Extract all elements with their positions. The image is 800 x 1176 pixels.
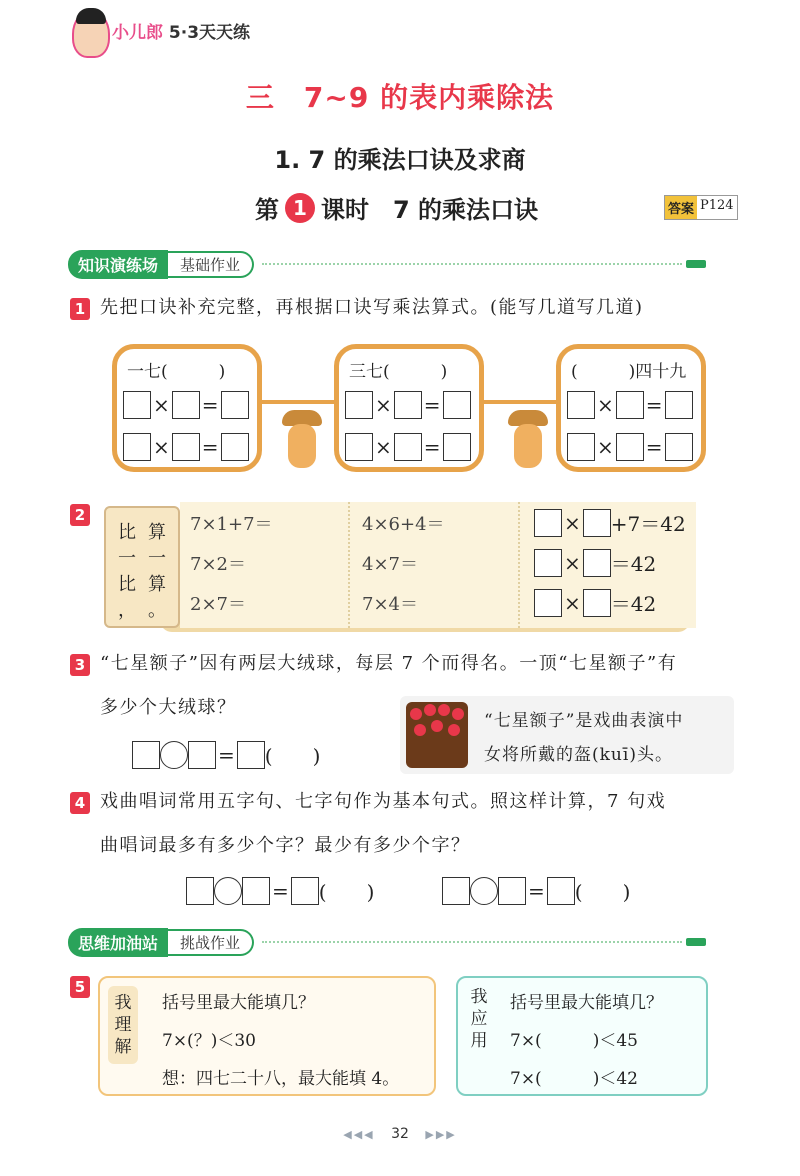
answer-box[interactable] <box>665 433 693 461</box>
scroll-char: 一 <box>148 548 166 569</box>
answer-box[interactable] <box>291 877 319 905</box>
equals-sign: = <box>423 435 441 459</box>
times-sign: × <box>564 550 581 575</box>
pencil-icon <box>686 938 706 946</box>
frame-rhyme: 三七( ) <box>349 362 448 382</box>
answer-box[interactable] <box>394 391 422 419</box>
times-sign: × <box>597 435 614 459</box>
question-number: 2 <box>70 504 90 526</box>
multiplication-frame <box>112 344 262 472</box>
expression: 4×7＝ <box>362 554 418 575</box>
tag-char: 我 <box>470 987 488 1007</box>
frame-rhyme: ( )四十九 <box>571 362 687 382</box>
scroll-char: 比 <box>118 574 136 595</box>
unit-blank[interactable]: ( ) <box>318 880 375 904</box>
practice-panel <box>456 976 708 1096</box>
expression: 7×1+7＝ <box>190 514 273 535</box>
unit-blank[interactable]: ( ) <box>574 880 631 904</box>
answer-box[interactable] <box>583 589 611 617</box>
expression: 7×4＝ <box>362 594 418 615</box>
comparison-column <box>350 502 520 628</box>
practice-line: 括号里最大能填几？ <box>510 993 663 1013</box>
scroll-char: ， <box>118 600 136 621</box>
answer-box[interactable] <box>237 741 265 769</box>
equation-row <box>123 391 249 419</box>
answer-box[interactable] <box>534 589 562 617</box>
equation-row <box>345 433 471 461</box>
answer-box[interactable] <box>534 549 562 577</box>
page-footer <box>0 1126 800 1142</box>
equals-sign: = <box>201 393 219 417</box>
equals-sign: = <box>645 393 663 417</box>
equals-sign: = <box>218 742 235 767</box>
question-number: 1 <box>70 298 90 320</box>
info-note <box>400 696 734 774</box>
comparison-panel <box>180 502 696 628</box>
right-arrows-icon: ▶▶▶ <box>425 1128 457 1141</box>
brand-name: 小儿郎 <box>112 23 163 43</box>
tag-char: 解 <box>114 1037 132 1057</box>
scroll-char: 比 <box>118 522 136 543</box>
equation-row <box>567 391 693 419</box>
practice-line[interactable]: 7×( )＜42 <box>510 1069 638 1089</box>
scroll-char: 算 <box>148 522 166 543</box>
cowboy-mascot-image <box>282 410 322 470</box>
section-bar-subtitle: 基础作业 <box>168 251 254 278</box>
answer-box[interactable] <box>123 391 151 419</box>
answer-box[interactable] <box>567 391 595 419</box>
equation-row <box>345 391 471 419</box>
question-text: 先把口诀补充完整，再根据口诀写乘法算式。(能写几道写几道) <box>100 297 644 318</box>
answer-box[interactable] <box>221 433 249 461</box>
answer-box[interactable] <box>442 877 470 905</box>
answer-box[interactable] <box>583 549 611 577</box>
question-text: 曲唱词最多有多少个字？最少有多少个字？ <box>100 835 471 856</box>
equation-row <box>132 740 320 769</box>
section-bar-basic <box>68 250 706 278</box>
operator-circle[interactable] <box>470 877 498 905</box>
scroll-char: 算 <box>148 574 166 595</box>
equation-row <box>534 548 656 577</box>
equals-sign: = <box>201 435 219 459</box>
answer-box[interactable] <box>567 433 595 461</box>
lesson-name: 课时 7 的乘法口诀 <box>321 196 539 224</box>
answer-reference <box>664 195 738 220</box>
section-bar-title: 知识演练场 <box>68 250 168 279</box>
section-bar-challenge <box>68 928 706 956</box>
info-text: 女将所戴的盔(kuī)头。 <box>484 745 673 765</box>
answer-box[interactable] <box>616 391 644 419</box>
answer-box[interactable] <box>443 391 471 419</box>
answer-box[interactable] <box>132 741 160 769</box>
frame-rhyme: 一七( ) <box>127 362 226 382</box>
answer-box[interactable] <box>583 509 611 537</box>
pencil-icon <box>686 260 706 268</box>
lesson-title <box>255 190 538 225</box>
answer-box[interactable] <box>547 877 575 905</box>
expression: 2×7＝ <box>190 594 246 615</box>
answer-box[interactable] <box>186 877 214 905</box>
tag-char: 用 <box>470 1031 488 1051</box>
operator-circle[interactable] <box>214 877 242 905</box>
equation-row <box>442 876 630 905</box>
answer-box[interactable] <box>172 391 200 419</box>
answer-box[interactable] <box>242 877 270 905</box>
brand-title <box>112 18 250 43</box>
equals-sign: = <box>423 393 441 417</box>
mascot-logo <box>72 10 110 58</box>
scroll-label <box>104 506 180 628</box>
equation-row <box>567 433 693 461</box>
times-sign: × <box>375 435 392 459</box>
answer-box[interactable] <box>221 391 249 419</box>
question-number: 5 <box>70 976 90 998</box>
answer-box[interactable] <box>443 433 471 461</box>
cowboy-mascot-image <box>508 410 548 470</box>
question-number: 3 <box>70 654 90 676</box>
equation-row <box>534 508 686 537</box>
times-sign: × <box>597 393 614 417</box>
question-number: 4 <box>70 792 90 814</box>
divider <box>262 941 682 943</box>
answer-page: P124 <box>700 198 734 213</box>
expression: 4×6+4＝ <box>362 514 445 535</box>
equation-row <box>123 433 249 461</box>
brand-series: 5·3天天练 <box>168 23 251 43</box>
answer-box[interactable] <box>172 433 200 461</box>
equals-sign: = <box>645 435 663 459</box>
multiplication-frame <box>334 344 484 472</box>
answer-box[interactable] <box>345 433 373 461</box>
scroll-char: 。 <box>148 600 166 621</box>
lesson-number-badge: 1 <box>285 193 315 223</box>
times-sign: × <box>375 393 392 417</box>
answer-box[interactable] <box>665 391 693 419</box>
answer-box[interactable] <box>188 741 216 769</box>
expression-tail: ＝42 <box>610 592 657 616</box>
example-panel <box>98 976 436 1096</box>
answer-box[interactable] <box>534 509 562 537</box>
tag-char: 应 <box>470 1009 488 1029</box>
lesson-prefix: 第 <box>255 196 279 224</box>
question-text: 戏曲唱词常用五字句、七字句作为基本句式。照这样计算，7 句戏 <box>100 791 667 812</box>
practice-tag <box>464 980 494 1058</box>
times-sign: × <box>564 510 581 535</box>
example-line: 括号里最大能填几？ <box>162 993 315 1013</box>
answer-box[interactable] <box>345 391 373 419</box>
left-arrows-icon: ◀◀◀ <box>343 1128 375 1141</box>
equals-sign: = <box>272 878 289 903</box>
section-bar-subtitle: 挑战作业 <box>168 929 254 956</box>
operator-circle[interactable] <box>160 741 188 769</box>
example-line: 想：四七二十八，最大能填 4。 <box>162 1069 400 1089</box>
divider <box>262 263 682 265</box>
example-tag <box>108 986 138 1064</box>
expression-tail: ＝42 <box>610 552 657 576</box>
answer-box[interactable] <box>394 433 422 461</box>
times-sign: × <box>153 393 170 417</box>
equals-sign: = <box>528 878 545 903</box>
info-text: “七星额子”是戏曲表演中 <box>484 711 684 731</box>
answer-box[interactable] <box>498 877 526 905</box>
headdress-image <box>406 702 468 768</box>
page-number: 32 <box>391 1126 409 1142</box>
expression-tail: +7＝42 <box>610 512 686 536</box>
multiplication-frame <box>556 344 706 472</box>
practice-line[interactable]: 7×( )＜45 <box>510 1031 638 1051</box>
unit-title: 三 7~9 的表内乘除法 <box>245 81 555 114</box>
example-line: 7×(？)＜30 <box>162 1031 256 1051</box>
comparison-column <box>180 502 350 628</box>
unit-blank[interactable]: ( ) <box>264 744 321 768</box>
times-sign: × <box>153 435 170 459</box>
answer-label: 答案 <box>665 196 697 219</box>
equation-row <box>534 588 656 617</box>
tag-char: 我 <box>114 993 132 1013</box>
times-sign: × <box>564 590 581 615</box>
answer-box[interactable] <box>616 433 644 461</box>
tag-char: 理 <box>114 1015 132 1035</box>
section-title: 1. 7 的乘法口诀及求商 <box>274 146 526 174</box>
question-text: 多少个大绒球？ <box>100 697 237 718</box>
scroll-char: 一 <box>118 548 136 569</box>
section-bar-title: 思维加油站 <box>68 928 168 957</box>
answer-box[interactable] <box>123 433 151 461</box>
rope-decoration <box>250 400 340 404</box>
question-text: “七星额子”因有两层大绒球，每层 7 个而得名。一顶“七星额子”有 <box>100 653 678 674</box>
comparison-column <box>520 502 696 628</box>
expression: 7×2＝ <box>190 554 246 575</box>
equation-row <box>186 876 374 905</box>
